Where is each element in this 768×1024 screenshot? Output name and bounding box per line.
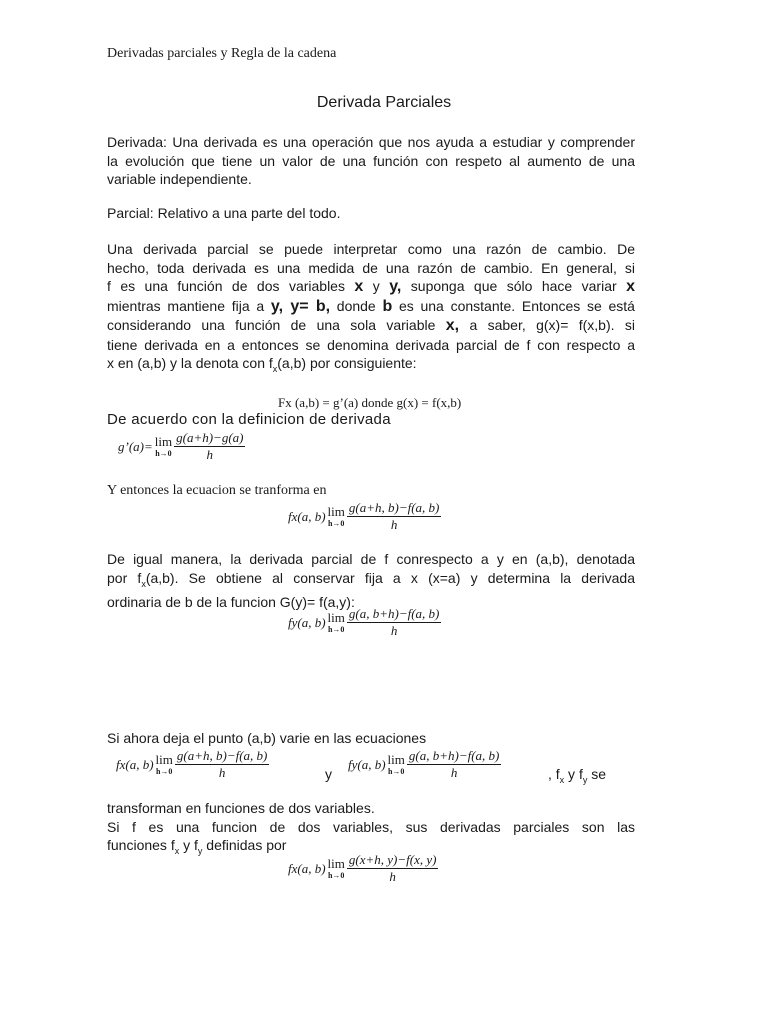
text-line: De igual manera, la derivada parcial de f conrespecto a y en (a,b), denotada bbox=[107, 551, 635, 567]
formula-fy-inline: fy(a, b) lim h→0 $\frac{g(a, b+h)-f(a, b)}{h}$ bbox=[348, 748, 500, 780]
page-header: Derivadas parciales y Regla de la cadena bbox=[107, 46, 337, 61]
text-line: ordinaria de b de la funcion G(y)= f(a,y): bbox=[107, 593, 355, 610]
formula-fx-inline: fx(a, b) lim h→0 $\frac{g(a+h, b)-f(a, b)}{h}$ bbox=[116, 748, 268, 780]
text-line: tiene derivada en a entonces se denomina derivada parcial de f con respecto a bbox=[107, 336, 635, 353]
text-line: considerando una función de una sola variable x, a saber, g(x)= f(x,b). si bbox=[107, 317, 635, 334]
text-line: hecho, toda derivada es una medida de una razón de cambio. En general, si bbox=[107, 259, 635, 276]
text-line: funciones $f_x$ y $f_y$ definidas por bbox=[107, 837, 287, 856]
paragraph-definicion: De acuerdo con la definicion de derivada bbox=[107, 411, 391, 428]
text-line: Una derivada parcial se puede interpretar como una razón de cambio. De bbox=[107, 241, 635, 257]
formula-fx: fx(a, b) lim h→0 $\frac{g(a+h, b)-f(a, b)}{h}$ bbox=[288, 500, 440, 532]
text-line: Derivada: Una derivada es una operación que nos ayuda a estudiar y comprender bbox=[107, 134, 635, 150]
page-title: Derivada Parciales bbox=[316, 94, 452, 111]
formula-g-prime: g’(a)= lim h→0 $\frac{g(a+h)-g(a)}{h}$ bbox=[118, 430, 244, 462]
text-line: Si f es una funcion de dos variables, sus derivadas parciales son las bbox=[107, 818, 635, 835]
paragraph-derivada bbox=[107, 133, 635, 189]
formula-fy: fy(a, b) lim h→0 $\frac{g(a, b+h)-f(a, b)}{h}$ bbox=[288, 606, 440, 638]
text-line: transforman en funciones de dos variables. bbox=[107, 800, 375, 816]
paragraph-igual-manera bbox=[107, 550, 635, 611]
text-line: x en (a,b) y la denota con $f_x(a,b)$ por consiguiente: bbox=[107, 355, 417, 374]
formula-fx-general: fx(a, b) lim h→0 $\frac{g(x+h, y)-f(x, y)}{h}$ bbox=[288, 852, 437, 884]
paragraph-entonces: Y entonces la ecuacion se tranforma en bbox=[107, 483, 327, 498]
text-line: por $f_x(a,b)$. Se obtiene al conservar fija a x (x=a) y determina la derivada bbox=[107, 569, 635, 589]
equation-fx-definition: Fx (a,b) = g’(a) donde g(x) = f(x,b) bbox=[278, 395, 462, 410]
text-line: f es una función de dos variables x y y, suponga que sólo hace variar x bbox=[107, 278, 635, 295]
text-line: variable independiente. bbox=[107, 171, 252, 187]
text-line: la evolución que tiene un valor de una función con respeto al aumento de una bbox=[107, 152, 635, 169]
paragraph-parcial: Parcial: Relativo a una parte del todo. bbox=[107, 205, 341, 221]
text-line: mientras mantiene fija a y, y= b, donde b es una constante. Entonces se está bbox=[107, 297, 635, 315]
inline-tail: , $f_x$ y $f_y$ se bbox=[548, 766, 607, 785]
paragraph-si-ahora: Si ahora deja el punto (a,b) varie en las ecuaciones bbox=[107, 730, 427, 746]
paragraph-derivada-parcial bbox=[107, 240, 635, 378]
connector-y: y bbox=[325, 766, 332, 782]
